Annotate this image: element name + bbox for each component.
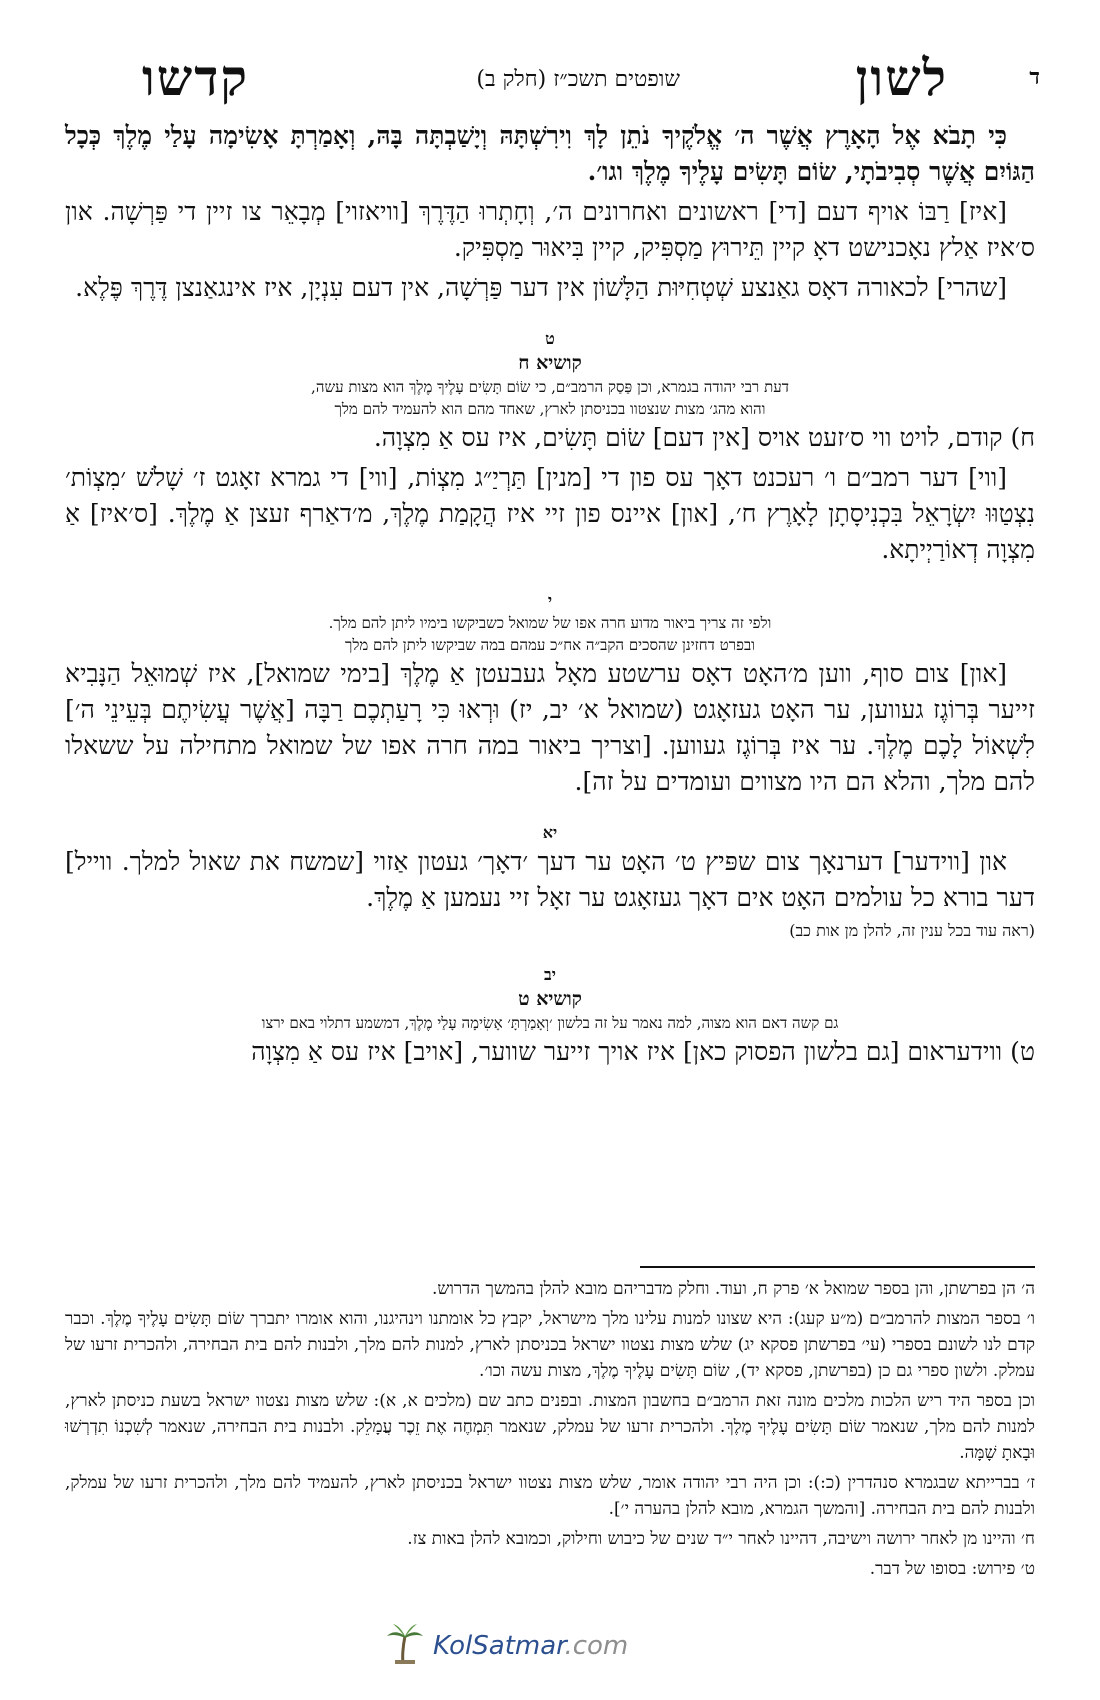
paragraph: ט) ווידעראום [גם בלשון הפסוק כאן] איז אויך זייער שווער, [אויב] איז עס אַ מִצְוָה (251, 1037, 1035, 1066)
footnote: ו׳ בספר המצות להרמב״ם (מ״ע קעג): היא שצונו למנות עלינו מלך מישראל, יקבץ כל אומתנו וינהיגנו, והוא אומרו יתברך שׂוֹם תָּשִׂים עָלֶיךָ מֶלֶךְ. וכבר קדם לנו לשונם בספרי (עי׳ בפרשתן פסקא יג) שלש מצות נצטוו ישראל בכניסתן לארץ, למנות להם מלך, ולבנות להם בית הבחירה, ולהכרית זרעו של עמלק. ולשון ספרי גם כן (בפרשתן, פסקא יד), שׂוֹם תָּשִׂים עָלֶיךָ מֶלֶךְ, מצות עשה וכו׳. (65, 1309, 1035, 1381)
section-description: והוא מהג׳ מצות שנצטוו בכניסתן לארץ, שאחד מהם הוא להעמיד להם מלך (334, 400, 766, 418)
footnote-divider (640, 1266, 1035, 1268)
paragraph: [איז] רַבּוֹ אויף דעם [די] ראשונים ואחרונים ה׳, וְחָתְרוּ הַדֶּרֶךְ [וויאזוי] מְבָאֵר צו זיין די פַּרְשָׁה. און ס׳איז אַלץ נאָכנישט דאָ קיין תֵּירוּץ מַסְפִּיק, קיין בִּיאוּר מַסְפִּיק. (65, 197, 1035, 262)
palm-tree-icon (385, 1622, 425, 1670)
page-number: ד (1029, 64, 1040, 90)
running-subtitle: שופטים תשכ״ז (חלק ב) (476, 67, 680, 92)
footnote: וכן בספר היד ריש הלכות מלכים מונה זאת הרמב״ם בחשבון המצות. ובפנים כתב שם (מלכים א, א): שלש מצות נצטוו ישראל בשעת כניסתן לארץ, למנות להם מלך, שנאמר שׂוֹם תָּשִׂים עָלֶיךָ מֶלֶךְ. ולהכרית זרעו של עמלק, שנאמר תִּמְחֶה אֶת זֵכֶר עֲמָלֵק. ולבנות בית הבחירה, שנאמר לְשִׁכְנוֹ תִדְרְשׁוּ וּבָאתָ שָׁמָּה. (65, 1391, 1035, 1463)
section-description: ובפרט דחזינן שהסכים הקב״ה אח״כ עמהם במה שביקשו ליתן להם מלך (344, 636, 756, 654)
section-description: דעת רבי יהודה בגמרא, וכן פַּסַק הרמב״ם, כי שׂוֹם תָּשִׂים עָלֶיךָ מֶלֶךְ הוא מצות עשה, (311, 378, 789, 396)
section-letter: יב (544, 965, 556, 984)
running-title-right: קדשו (142, 48, 249, 107)
section-description: ולפי זה צריך ביאור מדוע חרה אפו של שמואל כשביקשו בימיו ליתן להם מלך. (328, 614, 772, 632)
section-title: קושיא ט (518, 988, 582, 1010)
verse: כִּי תָבֹא אֶל הָאָרֶץ אֲשֶׁר ה׳ אֱלֹקֶיךָ נֹתֵן לָךְ וִירִשְׁתָּהּ וְיָשַׁבְתָּה בָּהּ, וְאָמַרְתָּ אָשִׂימָה עָלַי מֶלֶךְ כְּכָל הַגּוֹיִם אֲשֶׁר סְבִיבֹתָי, שׂוֹם תָּשִׂים עָלֶיךָ מֶלֶךְ וגו׳. (65, 121, 1035, 186)
section-description: גם קשה דאם הוא מצוה, למה נאמר על זה בלשון ׳וְאָמַרְתָּ׳ אָשִׂימָה עָלַי מֶלֶךְ, דמשמע דתלוי באם ירצו (261, 1014, 839, 1032)
running-title-left: לשון (855, 48, 948, 107)
footnote: ה׳ הן בפרשתן, והן בספר שמואל א׳ פרק ח, ועוד. וחלק מדבריהם מובא להלן בהמשך הדרוש. (432, 1279, 1035, 1299)
cross-reference-note: (ראה עוד בכל ענין זה, להלן מן אות כב) (789, 921, 1035, 940)
paragraph: און [ווידער] דערנאָך צום שפּיץ ט׳ האָט ער דעך ׳דאָך׳ געטון אַזוי [שמשח את שאול למלך. ווייל] דער בורא כל עולמים האָט אים דאָך געזאָגט ער זאָל זיי נעמען אַ מֶלֶךְ. (65, 847, 1035, 912)
section-letter: יא (542, 823, 558, 842)
site-logo (385, 1622, 628, 1670)
main-text (65, 118, 1035, 1074)
paragraph: ח) קודם, לויט ווי ס׳זעט אויס [אין דעם] שׂוֹם תָּשִׂים, איז עס אַ מִצְוָה. (373, 423, 1035, 452)
page-header (60, 48, 1040, 108)
paragraph: [און] צום סוף, ווען מ׳האָט דאָס ערשטע מאָל געבעטן אַ מֶלֶךְ [בימי שמואל], איז שְׁמוּאֵל הַנָּבִיא זייער בְּרוֹגֶז געווען, ער האָט געזאָגט (שמואל א׳ יב, יז) וּרְאוּ כִּי רָעַתְכֶם רַבָּה [אֲשֶׁר עֲשִׂיתֶם בְּעֵינֵי ה׳] לִשְׁאוֹל לָכֶם מֶלֶךְ. ער איז בְּרוֹגֶז געווען. [וצריך ביאור במה חרה אפו של שמואל מתחילה על ששאלו להם מלך, והלא הם היו מצווים ועומדים על זה]. (65, 659, 1035, 796)
logo-text: KolSatmar.com (433, 1631, 629, 1661)
paragraph: [שהרי] לכאורה דאָס גאַנצע שְׁטְחִיּוּת הַלָּשׁוֹן אין דער פַּרְשָׁה, אין דעם עִנְיָן, איז אינגאַנצן דֶּרֶךְ פֶּלֶא. (75, 273, 1007, 302)
paragraph: [ווי] דער רמב״ם ו׳ רעכנט דאָך עס פון די [מנין] תַּרְיַ״ג מִצְוֹת, [ווי] די גמרא זאָגט ז׳ שָׁלֹשׁ ׳מִצְוֹת׳ נִצְטַוּוּ יִשְׂרָאֵל בִּכְנִיסָתָן לָאָרֶץ ח׳, [און] איינס פון זיי איז הֲקָמַת מֶלֶךְ, מ׳דאַרף זעצן אַ מֶלֶךְ. [ס׳איז] אַ מִצְוָה דְאוֹרַיְיתָא. (65, 463, 1035, 564)
footnote: ז׳ בברייתא שבגמרא סנהדרין (כ:): וכן היה רבי יהודה אומר, שלש מצות נצטוו ישראל בכניסתן לארץ, להעמיד להם מלך, ולהכרית זרעו של עמלק, ולבנות להם בית הבחירה. [והמשך הגמרא, מובא להלן בהערה י׳]. (65, 1473, 1035, 1519)
footnote: ט׳ פירוש: בסופו של דבר. (869, 1559, 1035, 1579)
section-letter: ט (545, 329, 555, 348)
footnote: ח׳ והיינו מן לאחר ירושה וישיבה, דהיינו לאחר י״ד שנים של כיבוש וחילוק, וכמובא להלן באות צז. (407, 1529, 1035, 1549)
section-title: קושיא ח (518, 352, 582, 374)
section-letter: י (547, 591, 553, 610)
footnotes (65, 1276, 1035, 1586)
